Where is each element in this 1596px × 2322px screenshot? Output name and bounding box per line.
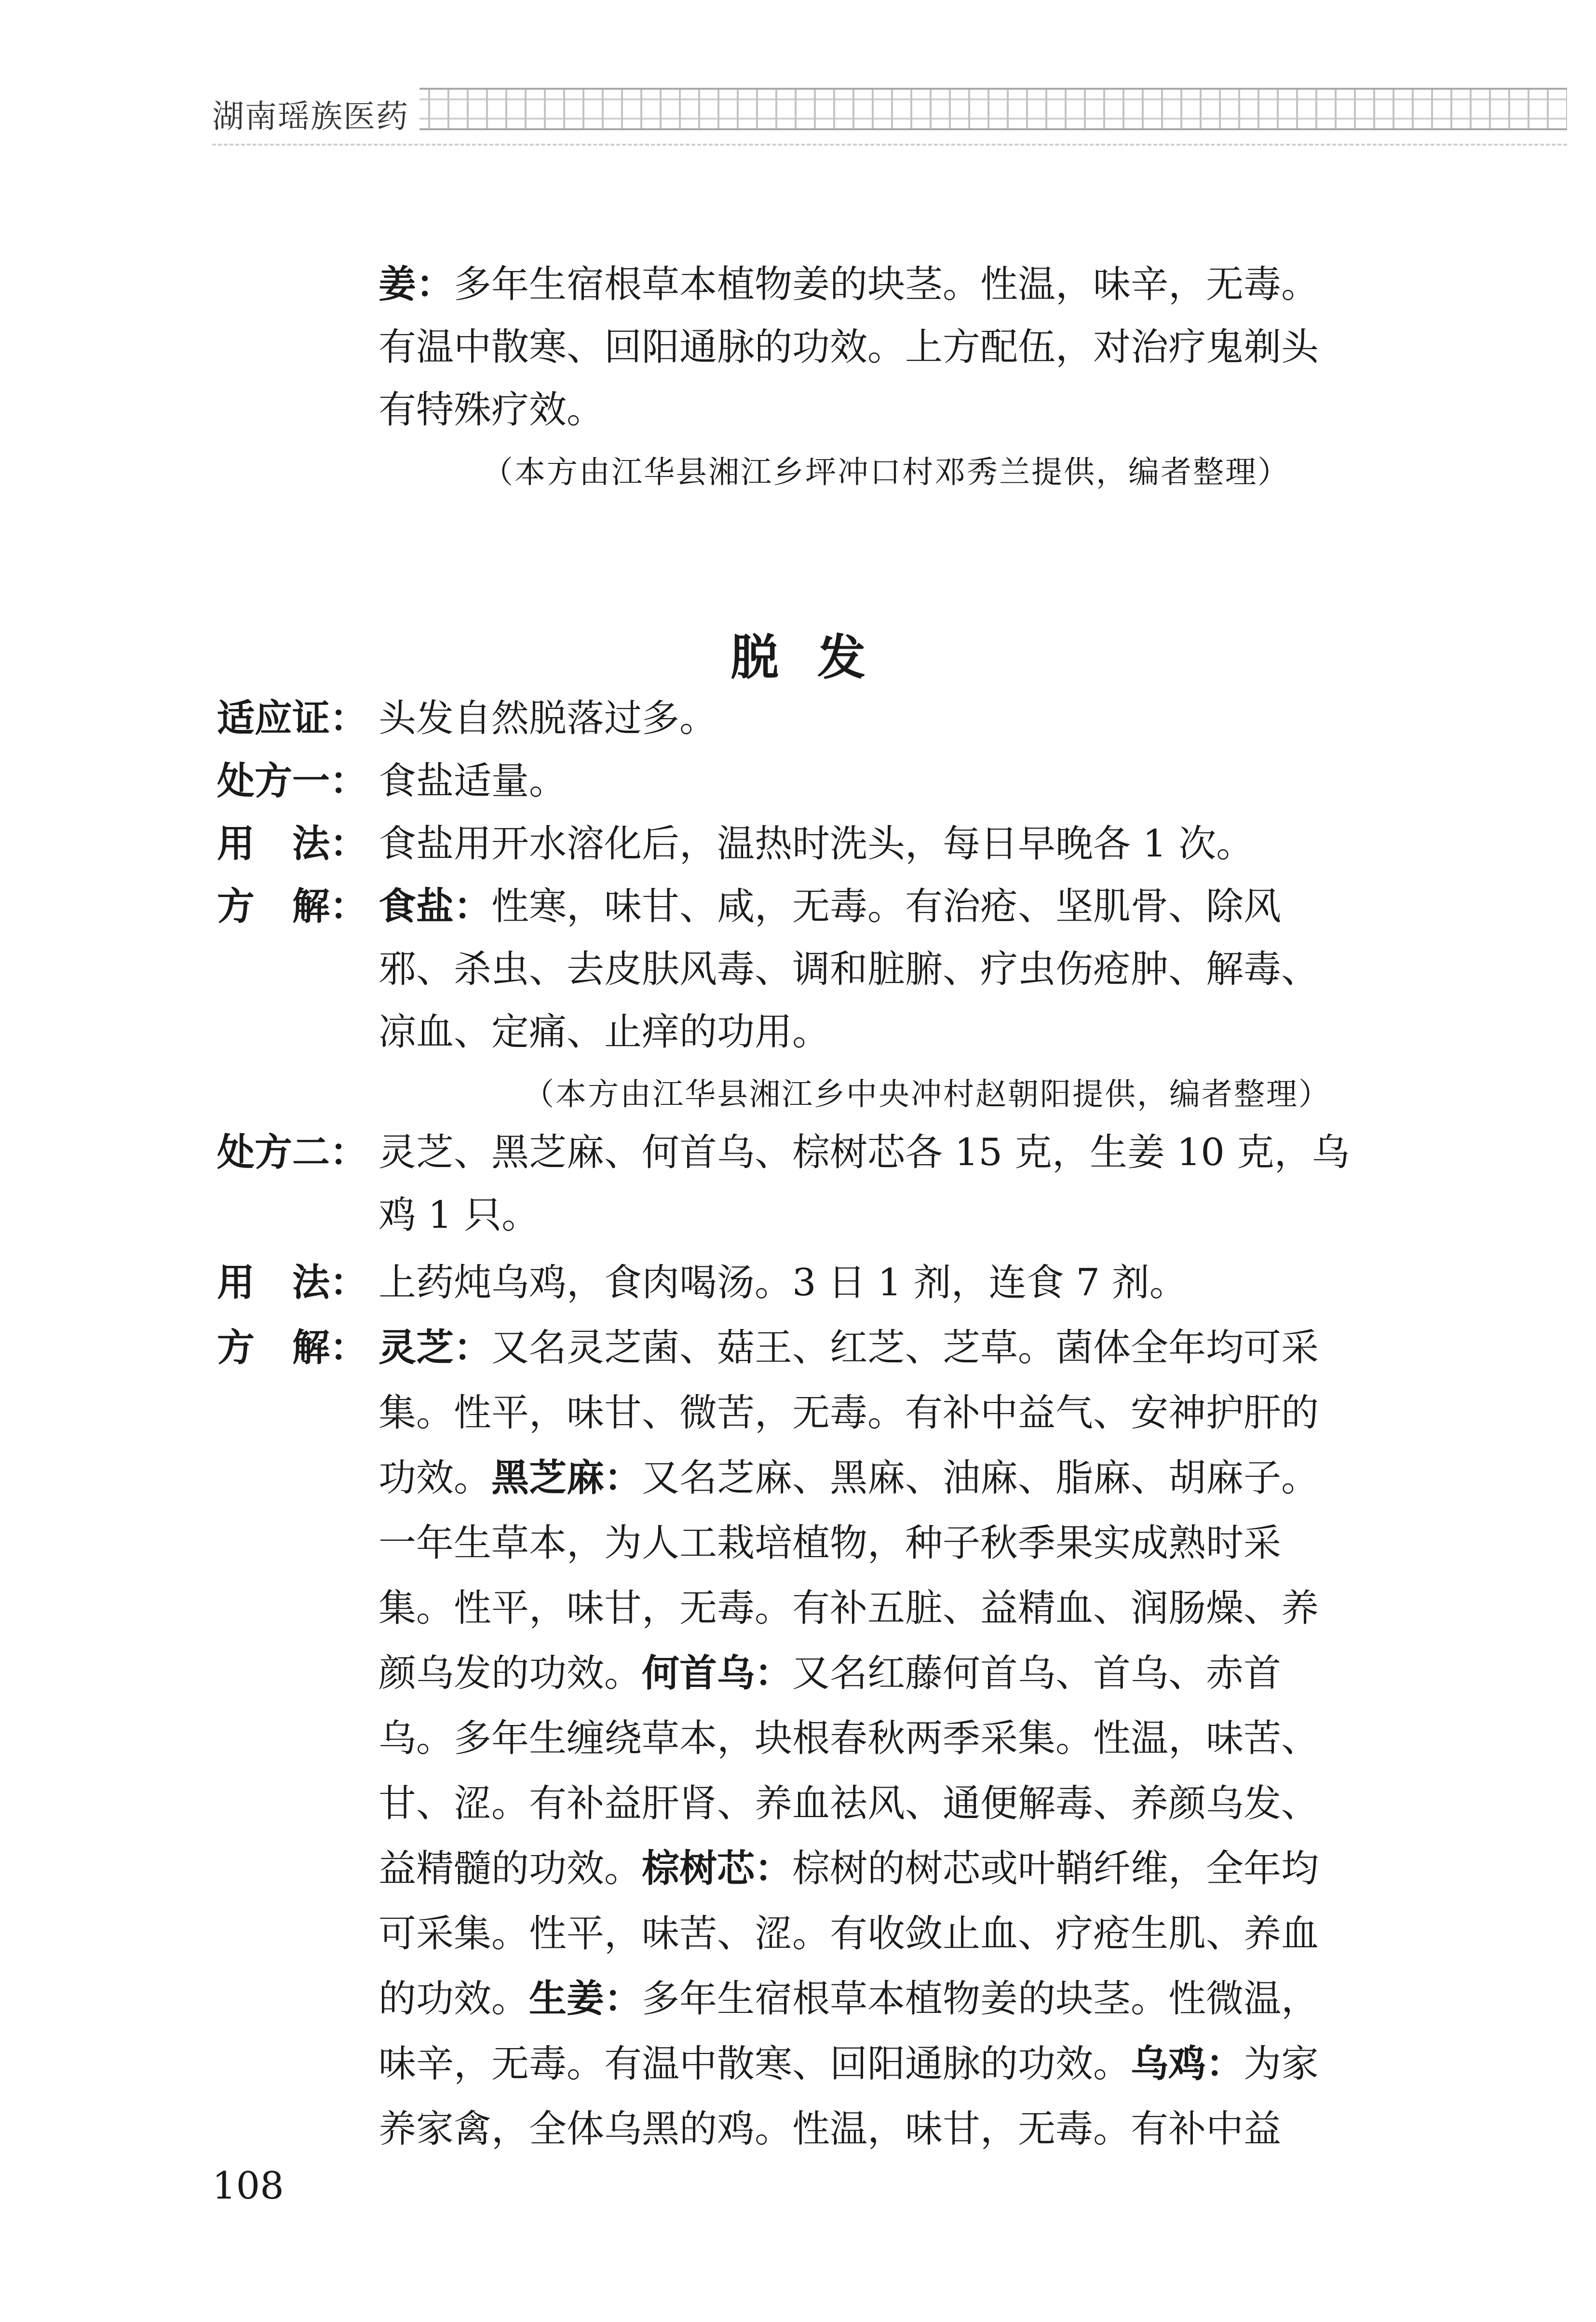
explanation-line-6 <box>379 1647 1281 1700</box>
explanation-line-2: 集。性平，味甘、微苦，无毒。有补中益气、安神护肝的 <box>379 1391 1319 1435</box>
sesame-term: 黑芝麻： <box>491 1456 642 1500</box>
prescription-one-label: 处方一： <box>217 760 368 803</box>
explanation-line-3 <box>379 1452 1319 1505</box>
prescription-two-text-line-1: 灵芝、黑芝麻、何首乌、棕树芯各 15 克，生姜 10 克，乌 <box>379 1131 1350 1174</box>
heshouwu-description: 又名红藤何首乌、首乌、赤首 <box>792 1652 1282 1695</box>
explanation-line-10: 可采集。性平，味苦、涩。有收敛止血、疗疮生肌、养血 <box>379 1912 1319 1955</box>
palm-core-description: 棕树的树芯或叶鞘纤维，全年均 <box>792 1847 1319 1890</box>
explanation-line-7: 乌。多年生缠绕草本，块根春秋两季采集。性温，味苦、 <box>379 1717 1319 1760</box>
explanation-line-12-prefix: 味辛，无毒。有温中散寒、回阳通脉的功效。 <box>379 2042 1131 2086</box>
header-divider <box>212 144 1567 146</box>
running-header <box>212 82 1567 149</box>
explanation-line-3-prefix: 功效。 <box>379 1456 492 1500</box>
prescription-one-explanation-label: 方 解： <box>217 885 368 928</box>
explanation-line-1 <box>379 1321 1319 1374</box>
prescription-one-explanation-line-3: 凉血、定痛、止痒的功用。 <box>379 1010 830 1054</box>
prescription-two-explanation-label: 方 解： <box>217 1326 368 1370</box>
fresh-ginger-description: 多年生宿根草本植物姜的块茎。性微温， <box>642 1977 1319 2021</box>
palm-core-term: 棕树芯： <box>642 1847 793 1890</box>
ginger-paragraph-line-3: 有特殊疗效。 <box>379 388 605 432</box>
sesame-description: 又名芝麻、黑麻、油麻、脂麻、胡麻子。 <box>642 1456 1319 1500</box>
ginger-text-1: 多年生宿根草本植物姜的块茎。性温，味辛，无毒。 <box>454 263 1319 306</box>
prescription-one-explanation-line-1 <box>379 880 1281 933</box>
section-title: 脱发 <box>730 629 904 686</box>
salt-term: 食盐： <box>379 885 492 928</box>
explanation-line-6-prefix: 颜乌发的功效。 <box>379 1652 642 1695</box>
explanation-line-12 <box>379 2037 1319 2091</box>
explanation-line-4: 一年生草本，为人工栽培植物，种子秋季果实成熟时采 <box>379 1521 1282 1565</box>
explanation-line-11-prefix: 的功效。 <box>379 1977 529 2021</box>
explanation-line-5: 集。性平，味甘，无毒。有补五脏、益精血、润肠燥、养 <box>379 1587 1319 1630</box>
explanation-line-9-prefix: 益精髓的功效。 <box>379 1847 642 1890</box>
indication-label: 适应证： <box>217 697 368 740</box>
ginger-source-note: （本方由江华县湘江乡坪冲口村邓秀兰提供，编者整理） <box>482 455 1290 490</box>
page-number: 108 <box>212 2164 284 2208</box>
salt-text-1: 性寒，味甘、咸，无毒。有治疮、坚肌骨、除风 <box>491 885 1282 928</box>
prescription-two-usage-label: 用 法： <box>217 1261 368 1304</box>
lingzhi-term: 灵芝： <box>379 1326 492 1370</box>
prescription-one-explanation-line-2: 邪、杀虫、去皮肤风毒、调和脏腑、疗虫伤疮肿、解毒、 <box>379 948 1319 991</box>
prescription-one-usage-label: 用 法： <box>217 822 368 866</box>
black-chicken-term: 乌鸡： <box>1131 2042 1244 2086</box>
lingzhi-description: 又名灵芝菌、菇王、红芝、芝草。菌体全年均可采 <box>491 1326 1319 1370</box>
explanation-line-11 <box>379 1972 1319 2025</box>
indication-text: 头发自然脱落过多。 <box>379 697 717 740</box>
black-chicken-description: 为家 <box>1244 2042 1319 2086</box>
header-book-title: 湖南瑶族医药 <box>212 98 409 135</box>
prescription-two-label: 处方二： <box>217 1131 368 1174</box>
decorative-pattern-band <box>419 88 1567 130</box>
prescription-one-source-note: （本方由江华县湘江乡中央冲村赵朝阳提供，编者整理） <box>523 1077 1331 1113</box>
explanation-line-8: 甘、涩。有补益肝肾、养血祛风、通便解毒、养颜乌发、 <box>379 1782 1319 1825</box>
prescription-two-usage-text: 上药炖乌鸡，食肉喝汤。3 日 1 剂，连食 7 剂。 <box>379 1261 1187 1304</box>
heshouwu-term: 何首乌： <box>642 1652 793 1695</box>
explanation-line-13: 养家禽，全体乌黑的鸡。性温，味甘，无毒。有补中益 <box>379 2107 1282 2151</box>
ginger-paragraph-line-2: 有温中散寒、回阳通脉的功效。上方配伍，对治疗鬼剃头 <box>379 326 1319 369</box>
explanation-line-9 <box>379 1842 1319 1895</box>
ginger-term: 姜： <box>379 263 454 306</box>
ginger-paragraph-line-1 <box>379 258 1319 311</box>
prescription-one-text: 食盐适量。 <box>379 760 567 803</box>
prescription-two-text-line-2: 鸡 1 只。 <box>379 1194 540 1237</box>
prescription-one-usage-text: 食盐用开水溶化后，温热时洗头，每日早晚各 1 次。 <box>379 822 1254 866</box>
fresh-ginger-term: 生姜： <box>529 1977 642 2021</box>
